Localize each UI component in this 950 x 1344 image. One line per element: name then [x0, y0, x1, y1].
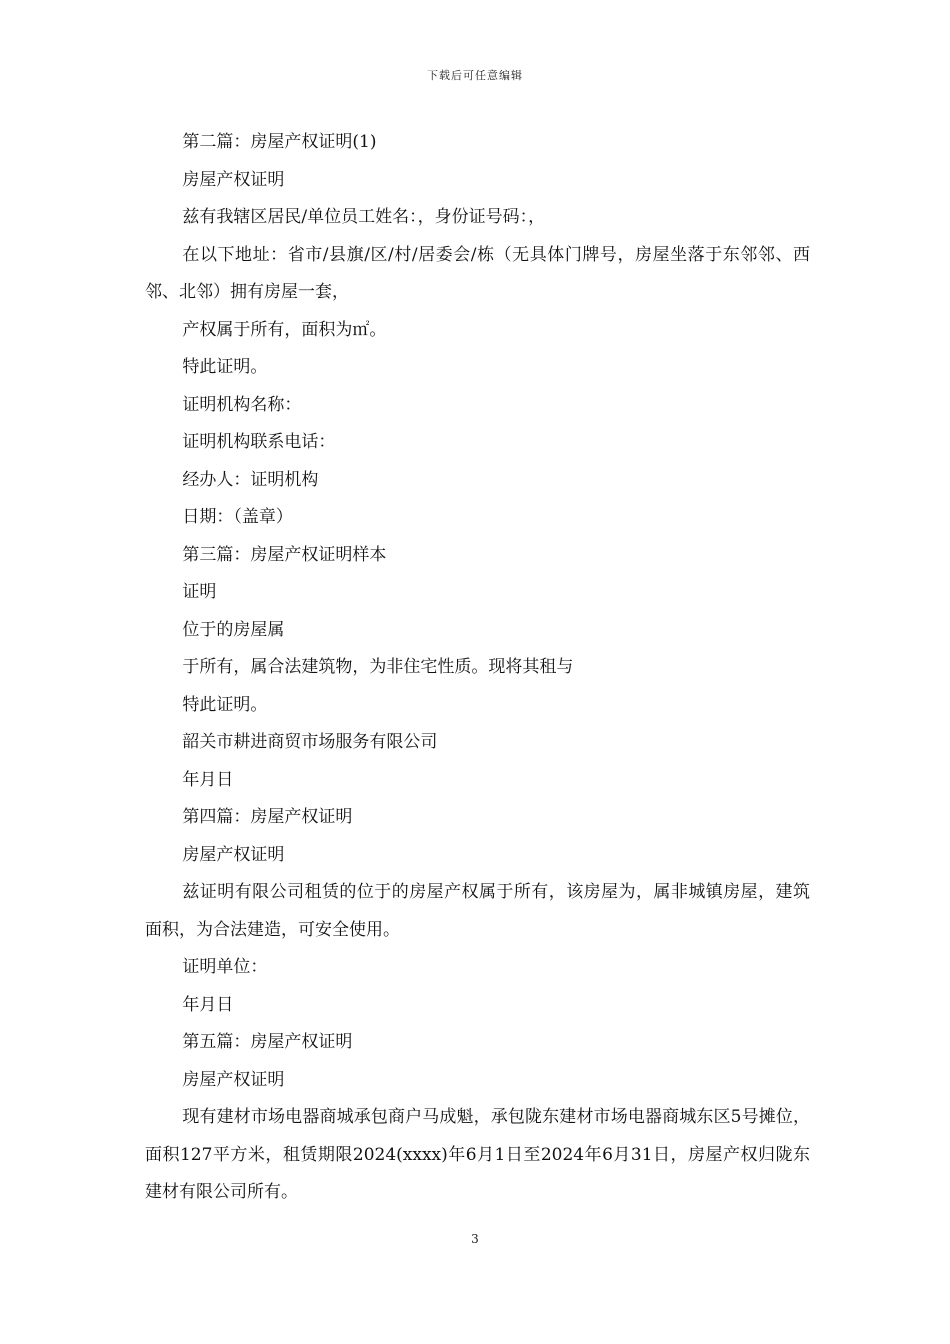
- paragraph: 特此证明。: [182, 694, 268, 715]
- paragraph: 证明机构联系电话：: [182, 432, 336, 452]
- section-title: 第二篇：房屋产权证明(1): [182, 132, 377, 152]
- paragraph: 特此证明。: [182, 357, 268, 377]
- paragraph: 年月日: [182, 769, 234, 790]
- paragraph: 位于的房屋属: [182, 619, 285, 640]
- paragraph: 兹有我辖区居民/单位员工姓名：，身份证号码：，: [182, 207, 546, 227]
- paragraph: 兹证明有限公司租赁的位于的房屋产权属于所有，该房屋为，属非城镇房屋，建筑面积，为合法建造，可安全使用。: [145, 882, 810, 940]
- paragraph: 于所有，属合法建筑物，为非住宅性质。现将其租与: [182, 657, 574, 677]
- certificate-title: 证明: [182, 582, 217, 602]
- certificate-title: 房屋产权证明: [182, 1069, 285, 1090]
- paragraph: 日期：（盖章）: [182, 507, 293, 527]
- paragraph: 产权属于所有，面积为㎡。: [182, 319, 387, 340]
- paragraph: 韶关市耕进商贸市场服务有限公司: [182, 732, 438, 752]
- paragraph: 年月日: [182, 994, 234, 1015]
- section-title: 第四篇：房屋产权证明: [182, 807, 353, 827]
- page-header: 下载后可任意编辑: [427, 69, 523, 82]
- paragraph: 现有建材市场电器商城承包商户马成魁，承包陇东建材市场电器商城东区5号摊位，面积127平方米，租赁期限2024(xxxx)年6月1日至2024年6月31日，房屋产权归陇东建材有限公司所有。: [145, 1107, 810, 1202]
- paragraph: 在以下地址：省市/县旗/区/村/居委会/栋（无具体门牌号，房屋坐落于东邻邻、西邻、北邻）拥有房屋一套，: [145, 244, 810, 302]
- document-body: [145, 124, 810, 1212]
- certificate-title: 房屋产权证明: [182, 169, 285, 190]
- paragraph: 经办人：证明机构: [182, 469, 319, 490]
- section-title: 第五篇：房屋产权证明: [182, 1032, 353, 1052]
- certificate-title: 房屋产权证明: [182, 844, 285, 865]
- paragraph: 证明单位：: [182, 957, 268, 977]
- section-title: 第三篇：房屋产权证明样本: [182, 544, 387, 565]
- paragraph: 证明机构名称：: [182, 394, 302, 415]
- page-number: 3: [471, 1232, 479, 1246]
